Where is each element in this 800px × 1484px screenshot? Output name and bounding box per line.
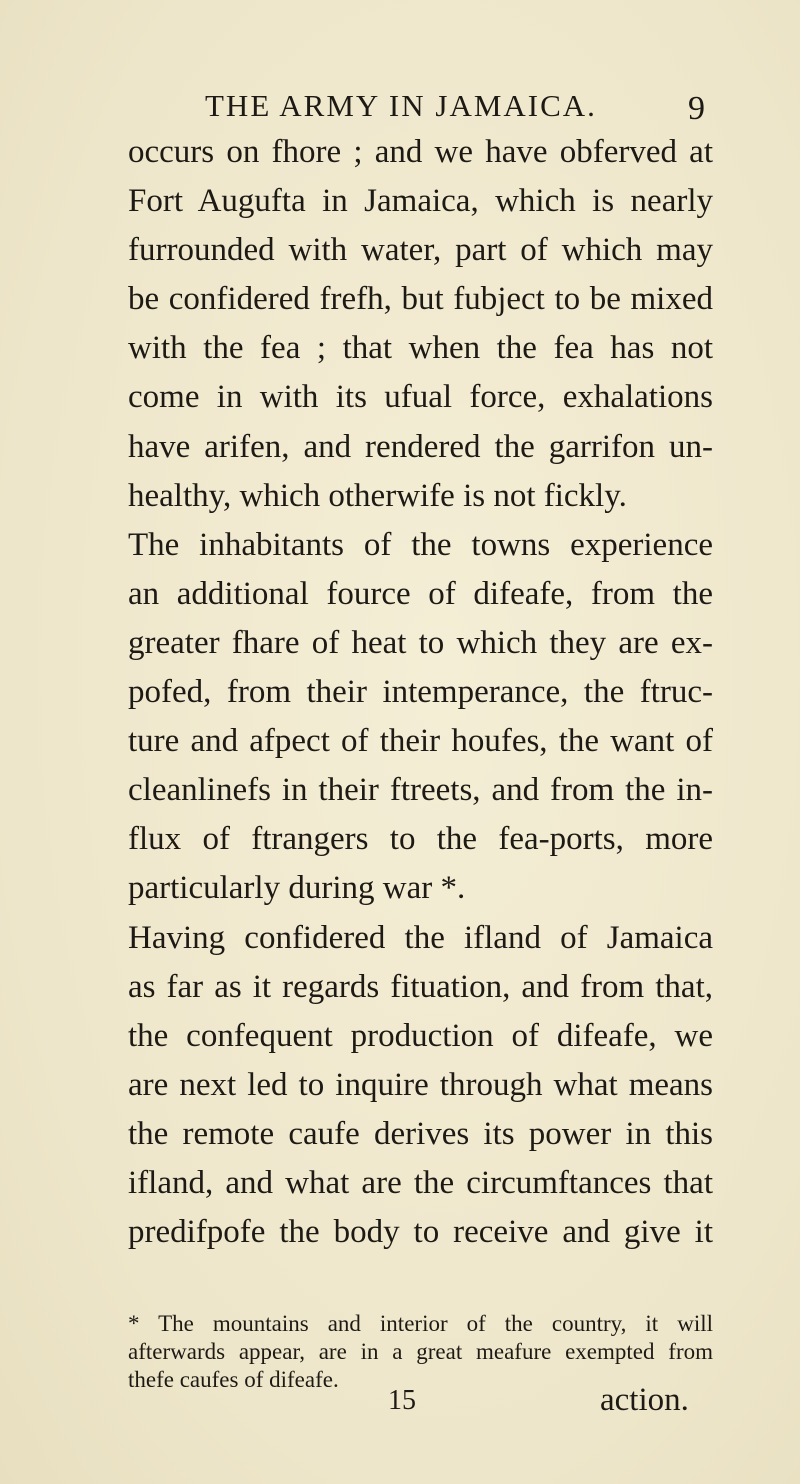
signature-mark: 15	[388, 1385, 416, 1416]
text-line: particularly during war *.	[128, 870, 466, 907]
text-line: have arifen, and rendered the garrifon un-	[128, 428, 713, 465]
text-line: Fort Augufta in Jamaica, which is nearly	[128, 183, 713, 220]
text-line: as far as it regards fituation, and from that,	[128, 968, 713, 1005]
catchword: action.	[600, 1382, 689, 1418]
text-line: pofed, from their intemperance, the ftruc-	[128, 674, 713, 711]
text-line: with the fea ; that when the fea has not	[128, 330, 713, 367]
text-line: cleanlinefs in their ftreets, and from the in-	[128, 772, 713, 809]
footnote-line: afterwards appear, are in a great meafure exempted from	[128, 1339, 713, 1364]
text-line: an additional fource of difeafe, from the	[128, 575, 713, 612]
page-number: 9	[688, 90, 705, 127]
text-line: come in with its ufual force, exhalations	[128, 379, 713, 416]
text-line: Having confidered the ifland of Jamaica	[128, 919, 713, 956]
text-line: flux of ftrangers to the fea-ports, more	[128, 821, 713, 858]
footnote-line: * The mountains and interior of the country, it will	[128, 1311, 713, 1336]
text-line: The inhabitants of the towns experience	[128, 526, 713, 563]
text-line: occurs on fhore ; and we have obferved at	[128, 134, 713, 170]
body-text	[128, 128, 713, 1257]
text-line: greater fhare of heat to which they are ex-	[128, 624, 713, 661]
text-line: healthy, which otherwife is not fickly.	[128, 477, 627, 514]
text-line: ifland, and what are the circumftances that	[128, 1164, 713, 1201]
running-head: THE ARMY IN JAMAICA.	[205, 88, 597, 123]
text-line: the confequent production of difeafe, we	[128, 1017, 713, 1054]
text-line: be confidered frefh, but fubject to be mixed	[128, 281, 713, 318]
text-line: furrounded with water, part of which may	[128, 232, 713, 269]
text-line: the remote caufe derives its power in this	[128, 1115, 713, 1152]
text-line: predifpofe the body to receive and give it	[128, 1214, 713, 1251]
text-line: ture and afpect of their houfes, the want of	[128, 723, 713, 760]
footnote-line: thefe caufes of difeafe.	[128, 1367, 339, 1392]
text-line: are next led to inquire through what means	[128, 1066, 713, 1103]
